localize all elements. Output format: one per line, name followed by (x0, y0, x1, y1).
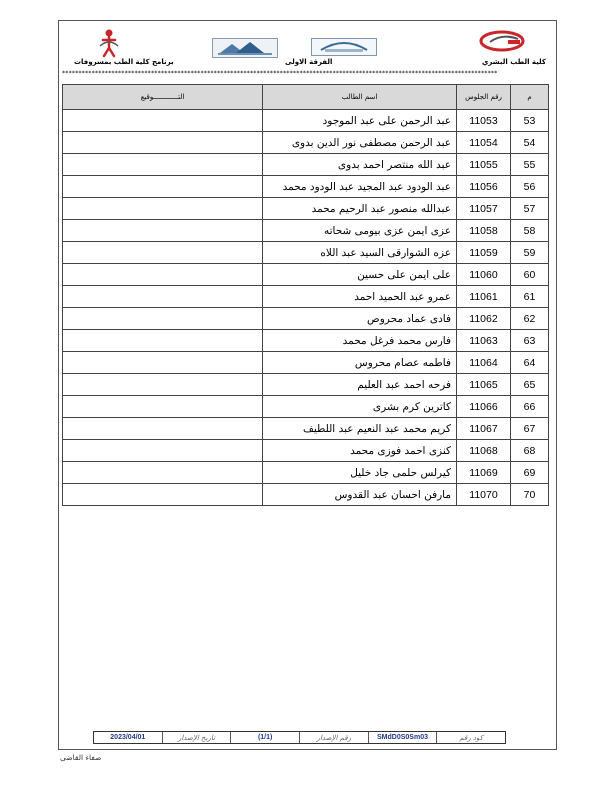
student-name: كاترين كرم بشرى (263, 396, 457, 418)
row-number: 53 (511, 110, 549, 132)
row-number: 62 (511, 308, 549, 330)
table-row (63, 220, 549, 242)
seat-number: 11066 (457, 396, 511, 418)
university-logo-icon (212, 38, 278, 58)
table-row (63, 264, 549, 286)
student-name: على ايمن على حسين (263, 264, 457, 286)
student-name: عبد الودود عبد المجيد عبد الودود محمد (263, 176, 457, 198)
table-row (63, 110, 549, 132)
seat-number: 11065 (457, 374, 511, 396)
table-row (63, 484, 549, 506)
seat-number: 11063 (457, 330, 511, 352)
table-row (63, 242, 549, 264)
header-signature: التــــــــــــوقيع (63, 85, 263, 110)
issue-date-label: تاريخ الإصدار (162, 732, 231, 743)
signature-cell (63, 352, 263, 374)
seat-number: 11060 (457, 264, 511, 286)
program-name: برنامج كلية الطب بمسروفات (74, 58, 174, 66)
table-row (63, 374, 549, 396)
table-row (63, 198, 549, 220)
row-number: 69 (511, 462, 549, 484)
row-number: 60 (511, 264, 549, 286)
student-name: عبدالله منصور عبد الرحيم محمد (263, 198, 457, 220)
program-logo-icon (311, 38, 377, 56)
signature-cell (63, 484, 263, 506)
student-name: كنزى احمد فوزى محمد (263, 440, 457, 462)
student-name: فادى عماد محروص (263, 308, 457, 330)
signature-cell (63, 154, 263, 176)
issue-date-value: 2023/04/01 (110, 734, 146, 741)
seat-number: 11062 (457, 308, 511, 330)
table-row (63, 352, 549, 374)
signature-cell (63, 374, 263, 396)
row-number: 59 (511, 242, 549, 264)
student-name: فرحه احمد عبد العليم (263, 374, 457, 396)
row-number: 67 (511, 418, 549, 440)
seat-number: 11068 (457, 440, 511, 462)
table-row (63, 330, 549, 352)
seat-number: 11058 (457, 220, 511, 242)
row-number: 58 (511, 220, 549, 242)
college-logo-icon (478, 30, 526, 52)
row-number: 55 (511, 154, 549, 176)
table-row (63, 154, 549, 176)
seat-number: 11054 (457, 132, 511, 154)
student-name: عزه الشوارقى السيد عبد اللاه (263, 242, 457, 264)
table-row (63, 396, 549, 418)
row-number: 57 (511, 198, 549, 220)
student-name: عزى ايمن عزى بيومى شحاته (263, 220, 457, 242)
student-name: مارفن احسان عبد القدوس (263, 484, 457, 506)
signature-cell (63, 462, 263, 484)
row-number: 66 (511, 396, 549, 418)
seat-number: 11061 (457, 286, 511, 308)
signature-name: صفاء القاضى (60, 753, 102, 762)
signature-cell (63, 418, 263, 440)
issue-number-label: رقم الإصدار (299, 732, 368, 743)
row-number: 64 (511, 352, 549, 374)
row-number: 70 (511, 484, 549, 506)
row-number: 56 (511, 176, 549, 198)
signature-cell (63, 132, 263, 154)
table-row (63, 132, 549, 154)
table-row (63, 418, 549, 440)
seat-number: 11059 (457, 242, 511, 264)
signature-cell (63, 286, 263, 308)
signature-cell (63, 308, 263, 330)
seat-number: 11057 (457, 198, 511, 220)
table-row (63, 462, 549, 484)
signature-cell (63, 396, 263, 418)
student-roster-table (62, 84, 549, 506)
row-number: 63 (511, 330, 549, 352)
year-level: الفرقة الاولى (285, 58, 333, 66)
seat-number: 11053 (457, 110, 511, 132)
signature-cell (63, 330, 263, 352)
row-number: 68 (511, 440, 549, 462)
header-num: م (511, 85, 549, 110)
signature-cell (63, 198, 263, 220)
table-row (63, 286, 549, 308)
student-name: كيرلس حلمى جاد خليل (263, 462, 457, 484)
program-emblem-icon (96, 28, 122, 58)
header-name: اسم الطالب (263, 85, 457, 110)
student-name: عمرو عبد الحميد احمد (263, 286, 457, 308)
signature-cell (63, 242, 263, 264)
student-name: عبد الرحمن مصطفى نور الدين بدوى (263, 132, 457, 154)
student-name: كريم محمد عبد النعيم عبد اللطيف (263, 418, 457, 440)
seat-number: 11069 (457, 462, 511, 484)
student-name: عبد الرحمن على عبد الموجود (263, 110, 457, 132)
table-row (63, 440, 549, 462)
document-footer (93, 731, 506, 744)
code-value: SMdD0S0Sm03 (368, 732, 437, 743)
student-name: فاطمه عصام محروس (263, 352, 457, 374)
seat-number: 11064 (457, 352, 511, 374)
row-number: 54 (511, 132, 549, 154)
table-header-row (63, 85, 549, 110)
seat-number: 11055 (457, 154, 511, 176)
seat-number: 11067 (457, 418, 511, 440)
college-name: كلية الطب البشري (482, 58, 546, 66)
seat-number: 11056 (457, 176, 511, 198)
issue-number-value: (1/1) (230, 732, 299, 743)
student-name: فارس محمد فرغل محمد (263, 330, 457, 352)
signature-cell (63, 264, 263, 286)
table-row (63, 308, 549, 330)
student-name: عبد الله منتصر احمد بدوى (263, 154, 457, 176)
seat-number: 11070 (457, 484, 511, 506)
header-separator: ************************************************************************************************************************************ (62, 70, 498, 77)
row-number: 65 (511, 374, 549, 396)
header-seat: رقم الجلوس (457, 85, 511, 110)
signature-cell (63, 110, 263, 132)
signature-cell (63, 440, 263, 462)
code-label: كود رقم (436, 732, 505, 743)
table-row (63, 176, 549, 198)
row-number: 61 (511, 286, 549, 308)
signature-cell (63, 220, 263, 242)
signature-cell (63, 176, 263, 198)
